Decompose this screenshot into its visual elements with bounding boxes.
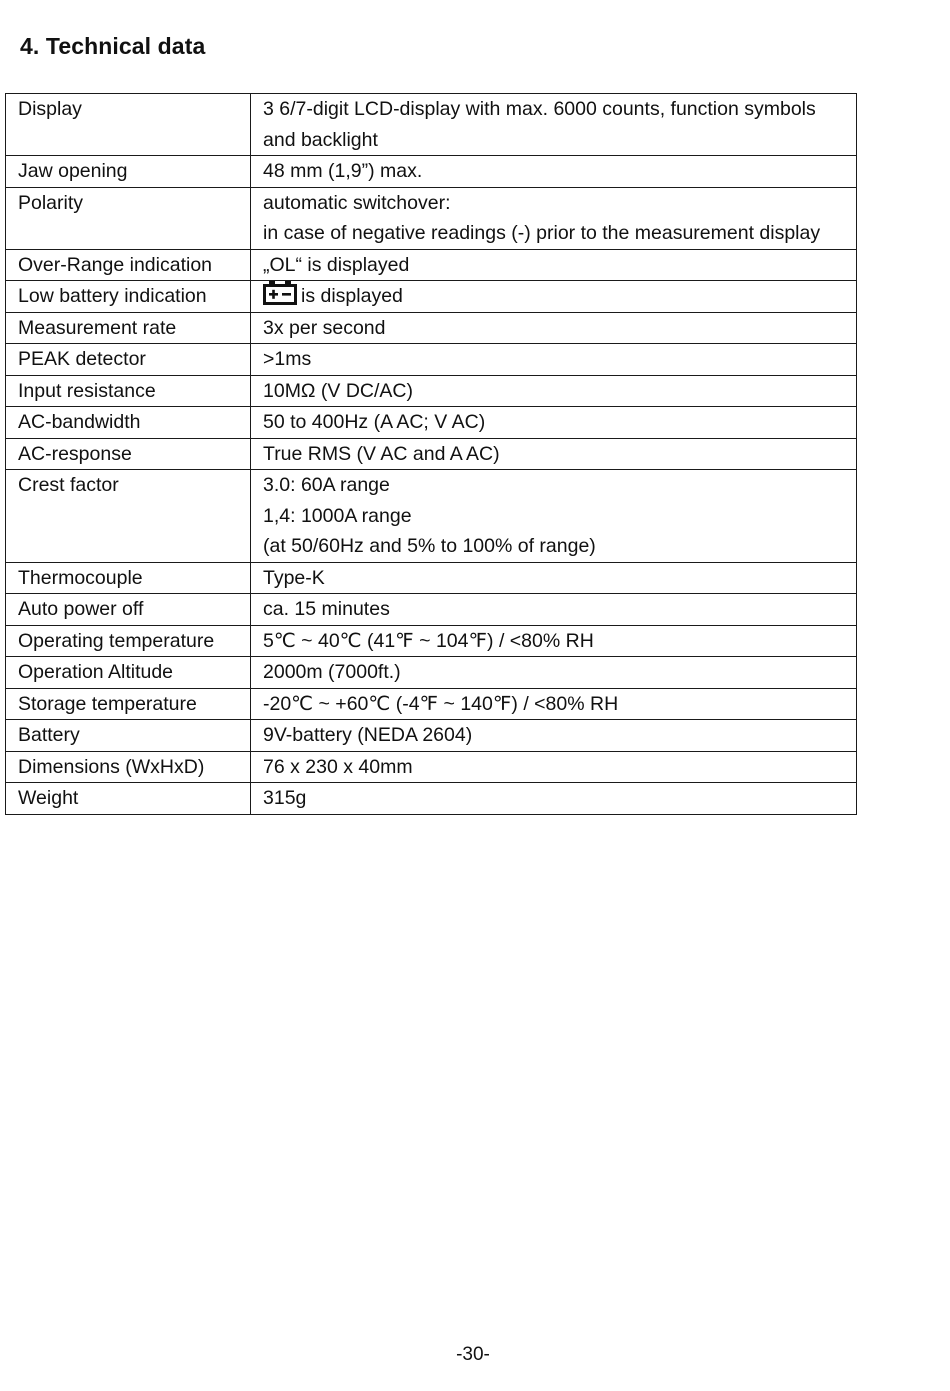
spec-value-line: 5℃ ~ 40℃ (41℉ ~ 104℉) / <80% RH [263,629,594,652]
spec-value [251,657,857,689]
spec-value-line: (at 50/60Hz and 5% to 100% of range) [263,535,596,557]
spec-value-line: True RMS (V AC and A AC) [263,442,500,465]
spec-label: Storage temperature [6,688,251,720]
spec-value [251,688,857,720]
table-row [6,657,857,689]
spec-value [251,249,857,281]
spec-value [251,281,857,313]
spec-label: Jaw opening [6,156,251,188]
table-row [6,407,857,439]
section-heading: 4. Technical data [20,33,206,59]
spec-value-line: automatic switchover: [263,191,451,214]
spec-value-line: and backlight [263,128,378,151]
spec-value-line: 9V-battery (NEDA 2604) [263,724,473,746]
table-row [6,94,857,156]
spec-value [251,783,857,815]
spec-label: Battery [6,720,251,752]
table-row [6,720,857,752]
spec-value [251,625,857,657]
spec-label: Operation Altitude [6,657,251,689]
spec-label: Operating temperature [6,625,251,657]
spec-value-line [263,281,844,312]
spec-label: Crest factor [6,470,251,563]
spec-value-line: >1ms [263,348,312,370]
spec-value [251,375,857,407]
spec-value-line: 2000m (7000ft.) [263,661,401,683]
spec-label: Polarity [6,187,251,249]
spec-value-line: 50 to 400Hz (A AC; V AC) [263,411,486,433]
spec-label: Over-Range indication [6,249,251,281]
technical-data-table [5,93,857,815]
spec-value [251,438,857,470]
spec-value-line: 3 6/7-digit LCD-display with max. 6000 counts, function symbols [263,98,816,120]
spec-value-line: 315g [263,787,307,809]
spec-value [251,562,857,594]
spec-value [251,187,857,249]
spec-value-line: 3x per second [263,316,386,339]
spec-value-line: 1,4: 1000A range [263,504,412,527]
table-body [6,94,857,815]
table-row [6,625,857,657]
spec-value [251,312,857,344]
table-row [6,249,857,281]
battery-icon [263,281,297,305]
spec-value-line: 76 x 230 x 40mm [263,755,413,778]
table-row [6,438,857,470]
table-row [6,751,857,783]
spec-value-text: is displayed [301,285,403,307]
table-row [6,375,857,407]
spec-label: AC-bandwidth [6,407,251,439]
spec-value [251,470,857,563]
spec-value-line: 3.0: 60A range [263,474,390,496]
spec-value [251,594,857,626]
spec-value-line: ca. 15 minutes [263,598,390,620]
spec-value-line: -20℃ ~ +60℃ (-4℉ ~ 140℉) / <80% RH [263,692,619,715]
table-row [6,783,857,815]
table-row [6,688,857,720]
spec-label: PEAK detector [6,344,251,376]
spec-value [251,407,857,439]
table-row [6,344,857,376]
page-number: -30- [456,1344,490,1365]
spec-label: Measurement rate [6,312,251,344]
table-row [6,281,857,313]
spec-label: Dimensions (WxHxD) [6,751,251,783]
spec-value-line: in case of negative readings (-) prior to the measurement display [263,222,821,244]
spec-value [251,720,857,752]
spec-value [251,751,857,783]
spec-value [251,156,857,188]
spec-label: Weight [6,783,251,815]
spec-value-line: 10MΩ (V DC/AC) [263,379,414,402]
spec-label: Display [6,94,251,156]
spec-label: Thermocouple [6,562,251,594]
table-row [6,470,857,563]
spec-label: Input resistance [6,375,251,407]
spec-value-line: „OL“ is displayed [263,253,410,276]
spec-value-line: Type-K [263,566,325,589]
spec-value [251,94,857,156]
spec-label: Auto power off [6,594,251,626]
spec-value-line: 48 mm (1,9”) max. [263,160,423,182]
table-row [6,594,857,626]
table-row [6,562,857,594]
spec-value [251,344,857,376]
table-row [6,156,857,188]
table-row [6,312,857,344]
spec-label: AC-response [6,438,251,470]
table-row [6,187,857,249]
spec-label: Low battery indication [6,281,251,313]
